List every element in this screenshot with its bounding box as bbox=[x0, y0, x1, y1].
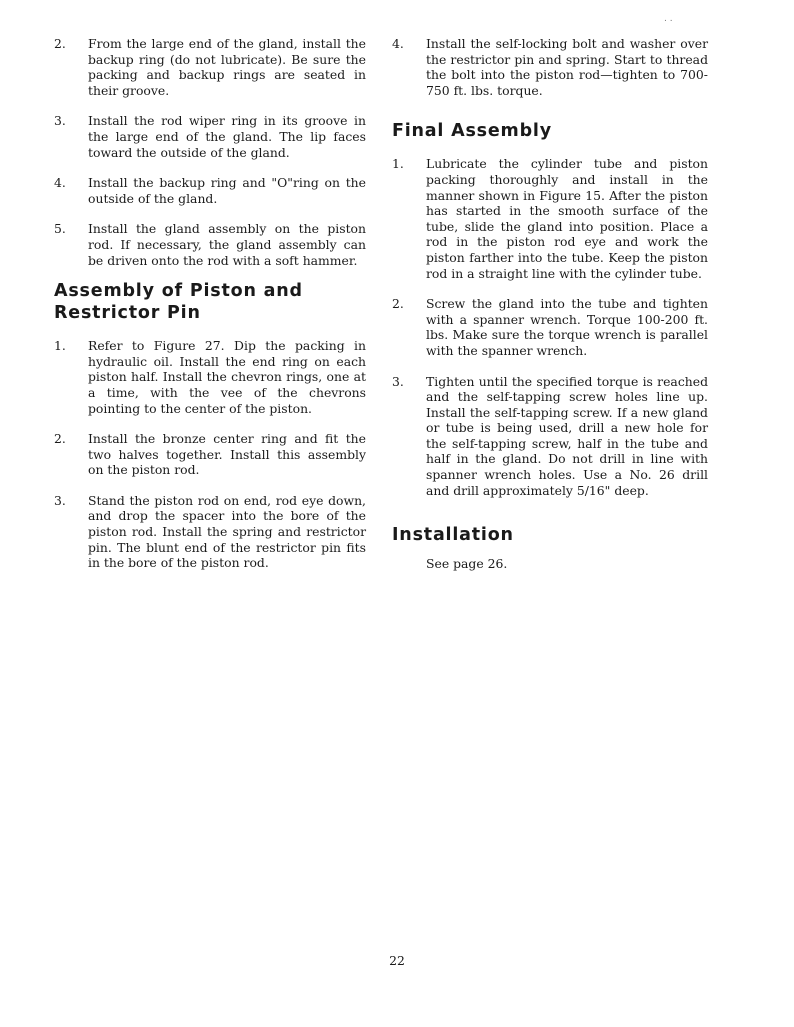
item-number: 2. bbox=[54, 36, 66, 51]
item-text: Screw the gland into the tube and tighten with a spanner wrench. Torque 100-200 ft. lbs. Make sure the torque wrench is parallel with the spanner wrench. bbox=[426, 296, 708, 358]
installation-text: See page 26. bbox=[426, 556, 508, 572]
item-text: Install the rod wiper ring in its groove in the large end of the gland. The lip faces toward the outside of the gland. bbox=[88, 113, 366, 160]
list-item bbox=[392, 36, 708, 98]
item-text: Install the bronze center ring and fit the two halves together. Install this assembly on the piston rod. bbox=[88, 431, 366, 478]
item-number: 2. bbox=[392, 296, 404, 312]
corner-mark: . . bbox=[664, 14, 673, 24]
item-text: Tighten until the specified torque is reached and the self-tapping screw holes line up. Install the self-tapping screw. If a new gland or tube is being used, drill a new hole for the self-tapping screw, half in the tube and half in the gland. Do not drill in line with spanner wrench holes. Use a No. 26 drill and drill approximately 5/16" deep. bbox=[426, 373, 708, 498]
item-text: Install the gland assembly on the piston rod. If necessary, the gland assembly can be driven onto the rod with a soft hammer. bbox=[88, 221, 366, 268]
list-item bbox=[54, 36, 366, 98]
item-number: 3. bbox=[54, 113, 66, 129]
list-item bbox=[54, 493, 366, 571]
list-item bbox=[54, 175, 366, 206]
item-number: 1. bbox=[392, 156, 404, 172]
item-text: Install the backup ring and "O"ring on the outside of the gland. bbox=[88, 175, 366, 206]
list-item bbox=[54, 113, 366, 160]
item-number: 4. bbox=[392, 36, 404, 51]
item-number: 4. bbox=[54, 175, 66, 191]
section-heading-installation: Installation bbox=[392, 525, 514, 546]
list-item bbox=[54, 221, 366, 268]
left-column bbox=[54, 36, 366, 586]
section-heading-final-assembly: Final Assembly bbox=[392, 121, 552, 142]
list-item bbox=[54, 431, 366, 478]
list-item bbox=[392, 296, 708, 358]
item-number: 5. bbox=[54, 221, 66, 237]
item-number: 3. bbox=[392, 373, 404, 389]
page-number: 22 bbox=[389, 953, 405, 968]
item-number: 2. bbox=[54, 431, 66, 447]
item-text: Refer to Figure 27. Dip the packing in hydraulic oil. Install the end ring on each piston half. Install the chevron rings, one at a time, with the vee of the chevrons pointing to the center of the piston. bbox=[88, 338, 366, 416]
item-number: 1. bbox=[54, 338, 66, 354]
list-item bbox=[392, 374, 708, 499]
list-item bbox=[54, 338, 366, 416]
item-text: Install the self-locking bolt and washer over the restrictor pin and spring. Start to thread the bolt into the piston rod—tighten to 700-750 ft. lbs. torque. bbox=[426, 36, 708, 98]
list-item bbox=[392, 156, 708, 281]
item-number: 3. bbox=[54, 492, 66, 508]
item-text: Lubricate the cylinder tube and piston packing thoroughly and install in the manner shown in Figure 15. After the piston has started in the smooth surface of the tube, slide the gland into position. Place a rod in the piston rod eye and work the piston farther into the tube. Keep the piston rod in a straight line with the cylinder tube. bbox=[426, 156, 708, 281]
item-text: Stand the piston rod on end, rod eye down, and drop the spacer into the bore of the piston rod. Install the spring and restrictor pin. The blunt end of the restrictor pin fits in the bore of the piston rod. bbox=[88, 492, 366, 571]
item-text: From the large end of the gland, install the backup ring (do not lubricate). Be sure the packing and backup rings are seated in their groove. bbox=[88, 36, 366, 98]
right-column bbox=[392, 36, 708, 572]
section-heading-assembly: Assembly of Piston and Restrictor Pin bbox=[54, 281, 303, 324]
